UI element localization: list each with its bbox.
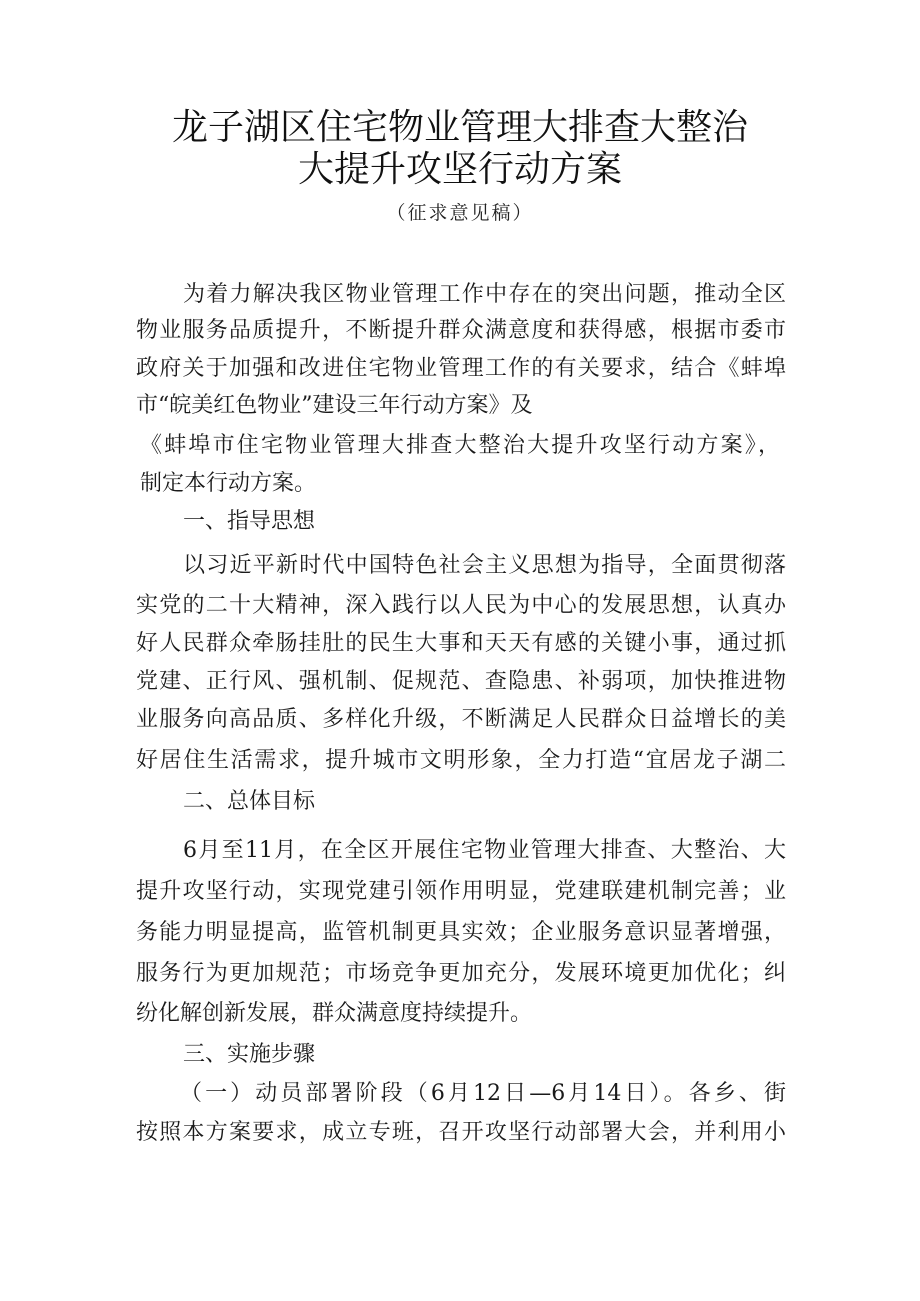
body-line: 业服务向高品质、多样化升级，不断满足人民群众日益增长的美 [136,707,786,732]
body-line: 市“皖美红色物业”建设三年行动方案》及 [136,393,533,418]
section-heading: 二、总体目标 [183,789,316,814]
section-heading: 一、指导思想 [183,509,316,534]
body-line: 纷化解创新发展，群众满意度持续提升。 [136,1001,533,1026]
body-line: 制定本行动方案。 [140,471,317,496]
document-title-line-2: 大提升攻坚行动方案 [297,149,622,190]
body-line: 以习近平新时代中国特色社会主义思想为指导，全面贯彻落 [183,553,786,578]
body-line: 好人民群众牵肠挂肚的民生大事和天天有感的关键小事，通过抓 [136,631,786,656]
body-line: 《蚌埠市住宅物业管理大排查大整治大提升攻坚行动方案》， [140,433,780,458]
body-line: 实党的二十大精神，深入践行以人民为中心的发展思想，认真办 [136,593,786,618]
body-line: 按照本方案要求，成立专班，召开攻坚行动部署大会，并利用小 [136,1120,786,1145]
document-subtitle: （征求意见稿） [386,202,534,224]
body-line: 物业服务品质提升，不断提升群众满意度和获得感，根据市委市 [136,318,786,343]
body-line: 务能力明显提高，监管机制更具实效；企业服务意识显著增强， [136,920,786,945]
body-line: 好居住生活需求，提升城市文明形象，全力打造“宜居龙子湖二 [136,748,786,773]
body-line: （一）动员部署阶段（6月12日—6月14日）。各乡、街 [180,1081,786,1106]
section-heading: 三、实施步骤 [183,1042,316,1067]
body-line: 为着力解决我区物业管理工作中存在的突出问题，推动全区 [183,282,786,307]
body-line: 提升攻坚行动，实现党建引领作用明显，党建联建机制完善；业 [136,879,786,904]
body-line: 政府关于加强和改进住宅物业管理工作的有关要求，结合《蚌埠 [136,356,786,381]
document-title-line-1: 龙子湖区住宅物业管理大排查大整治 [171,107,748,148]
body-line: 6月至11月，在全区开展住宅物业管理大排查、大整治、大 [183,838,786,863]
body-line: 党建、正行风、强机制、促规范、查隐患、补弱项，加快推进物 [136,669,786,694]
body-line: 服务行为更加规范；市场竞争更加充分，发展环境更加优化；纠 [136,961,786,986]
